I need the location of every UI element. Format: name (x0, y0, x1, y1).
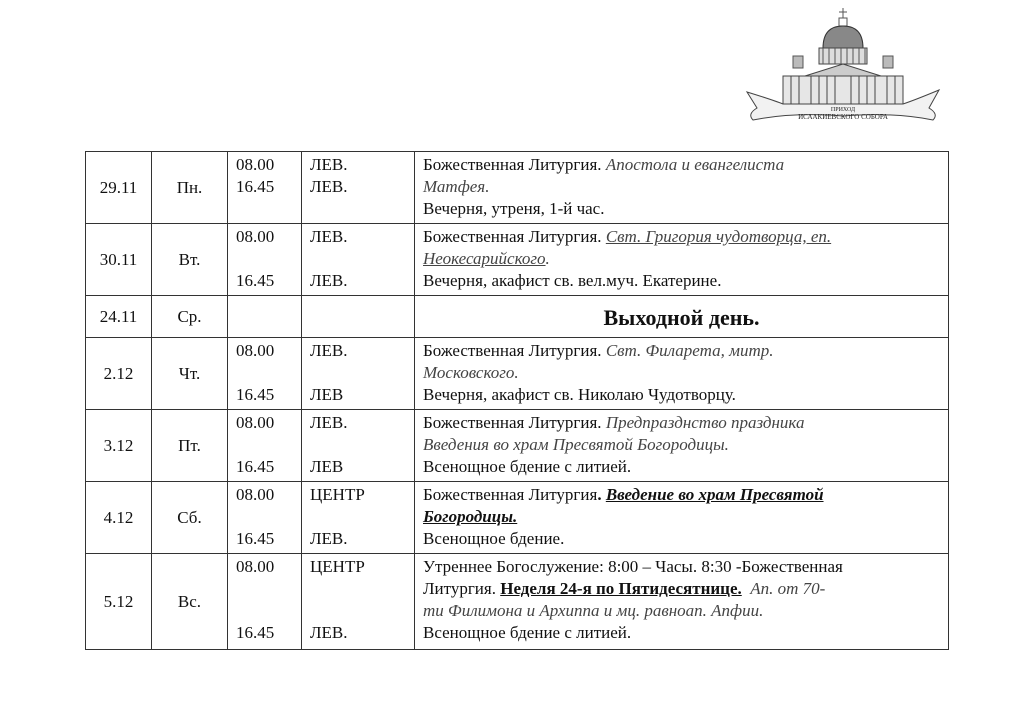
cathedral-logo (743, 4, 943, 140)
location-morning: ЦЕНТР (310, 557, 365, 576)
service-cell (415, 152, 949, 224)
weekday-cell: Вт. (152, 224, 228, 296)
liturgy-text: Божественная Литургия. (423, 227, 602, 246)
time-evening: 16.45 (236, 385, 275, 404)
location-morning: ЛЕВ. (310, 413, 348, 432)
commemoration-text: Ап. от 70- (750, 579, 826, 598)
evening-service: Вечерня, акафист св. вел.муч. Екатерине. (423, 271, 722, 290)
weekday-cell: Ср. (152, 296, 228, 338)
commemoration-text: ти Филимона и Архиппа и мц. равноап. Апфии. (423, 601, 764, 620)
location-cell (302, 482, 415, 554)
time-morning: 08.00 (236, 485, 275, 504)
time-cell (228, 296, 302, 338)
feast-title: Введение во храм Пресвятой (605, 485, 824, 504)
time-cell (228, 554, 302, 650)
location-evening: ЛЕВ. (310, 177, 348, 196)
weekday-cell: Пт. (152, 410, 228, 482)
time-evening: 16.45 (236, 623, 275, 642)
location-cell (302, 554, 415, 650)
liturgy-text: Божественная Литургия (423, 485, 598, 504)
service-line (423, 362, 940, 384)
punctuation: . (597, 485, 602, 504)
commemoration-text: Свт. Григория чудотворца, еп. (605, 227, 832, 246)
table-row (86, 554, 949, 650)
time-evening: 16.45 (236, 529, 275, 548)
location-morning: ЛЕВ. (310, 341, 348, 360)
time-evening: 16.45 (236, 177, 275, 196)
time-evening: 16.45 (236, 457, 275, 476)
commemoration-text: Московского. (423, 363, 519, 382)
time-cell (228, 482, 302, 554)
table-row (86, 152, 949, 224)
liturgy-text: Божественная Литургия. (423, 413, 602, 432)
evening-service: Вечерня, акафист св. Николаю Чудотворцу. (423, 385, 736, 404)
date-cell: 29.11 (86, 152, 152, 224)
service-cell (415, 410, 949, 482)
service-line (423, 176, 940, 198)
evening-service: Всенощное бдение с литией. (423, 457, 632, 476)
date-cell: 4.12 (86, 482, 152, 554)
date-cell: 2.12 (86, 338, 152, 410)
liturgy-text: Божественная Литургия. (423, 341, 602, 360)
weekday-cell: Вс. (152, 554, 228, 650)
logo-line1: ПРИХОД (830, 107, 856, 113)
evening-service: Вечерня, утреня, 1-й час. (423, 199, 605, 218)
weekday-cell: Сб. (152, 482, 228, 554)
time-morning: 08.00 (236, 341, 275, 360)
service-cell (415, 296, 949, 338)
location-morning: ЛЕВ. (310, 155, 348, 174)
date-cell: 5.12 (86, 554, 152, 650)
date-cell: 30.11 (86, 224, 152, 296)
liturgy-text: Литургия. (423, 579, 496, 598)
time-morning: 08.00 (236, 155, 275, 174)
commemoration-text: Неокесарийского (423, 249, 546, 268)
service-line (423, 226, 940, 248)
table-row (86, 338, 949, 410)
date-cell: 24.11 (86, 296, 152, 338)
service-line (423, 484, 940, 506)
service-line (423, 506, 940, 528)
time-cell (228, 224, 302, 296)
weekday-cell: Пн. (152, 152, 228, 224)
time-evening: 16.45 (236, 271, 275, 290)
service-cell (415, 482, 949, 554)
evening-service: Всенощное бдение с литией. (423, 623, 632, 642)
feast-title: Богородицы. (423, 507, 518, 526)
location-evening: ЛЕВ. (310, 623, 348, 642)
commemoration-text: Матфея. (423, 177, 490, 196)
location-cell (302, 410, 415, 482)
location-evening: ЛЕВ. (310, 529, 348, 548)
evening-service: Всенощное бдение. (423, 529, 565, 548)
time-cell (228, 152, 302, 224)
time-cell (228, 410, 302, 482)
service-line (423, 578, 940, 600)
service-cell (415, 338, 949, 410)
location-morning: ЛЕВ. (310, 227, 348, 246)
time-cell (228, 338, 302, 410)
table-row (86, 224, 949, 296)
day-off-label: Выходной день. (603, 304, 760, 330)
commemoration-text: Апостола и евангелиста (605, 155, 785, 174)
liturgy-text: Божественная Литургия. (423, 155, 602, 174)
table-row (86, 296, 949, 338)
service-line (423, 340, 940, 362)
table-row (86, 482, 949, 554)
location-morning: ЦЕНТР (310, 485, 365, 504)
commemoration-text: Предпразднство праздника (605, 413, 805, 432)
location-cell (302, 338, 415, 410)
logo-line2: ИСААКИЕВСКОГО СОБОРА (798, 113, 888, 121)
service-cell (415, 554, 949, 650)
schedule-table (85, 151, 949, 650)
time-morning: 08.00 (236, 413, 275, 432)
punctuation: . (545, 249, 550, 268)
location-cell (302, 296, 415, 338)
location-cell (302, 224, 415, 296)
table-row (86, 410, 949, 482)
weekday-cell: Чт. (152, 338, 228, 410)
location-evening: ЛЕВ. (310, 271, 348, 290)
location-cell (302, 152, 415, 224)
service-line: Утреннее Богослужение: 8:00 – Часы. 8:30 -Божественная (423, 557, 843, 576)
time-morning: 08.00 (236, 557, 275, 576)
service-line (423, 248, 940, 270)
service-line (423, 412, 940, 434)
time-morning: 08.00 (236, 227, 275, 246)
date-cell: 3.12 (86, 410, 152, 482)
commemoration-text: Введения во храм Пресвятой Богородицы. (423, 435, 729, 454)
service-line (423, 154, 940, 176)
service-line (423, 434, 940, 456)
service-cell (415, 224, 949, 296)
sunday-title: Неделя 24-я по Пятидесятнице. (500, 579, 742, 598)
location-evening: ЛЕВ (310, 385, 344, 404)
commemoration-text: Свт. Филарета, митр. (605, 341, 774, 360)
service-line (423, 600, 940, 622)
location-evening: ЛЕВ (310, 457, 344, 476)
